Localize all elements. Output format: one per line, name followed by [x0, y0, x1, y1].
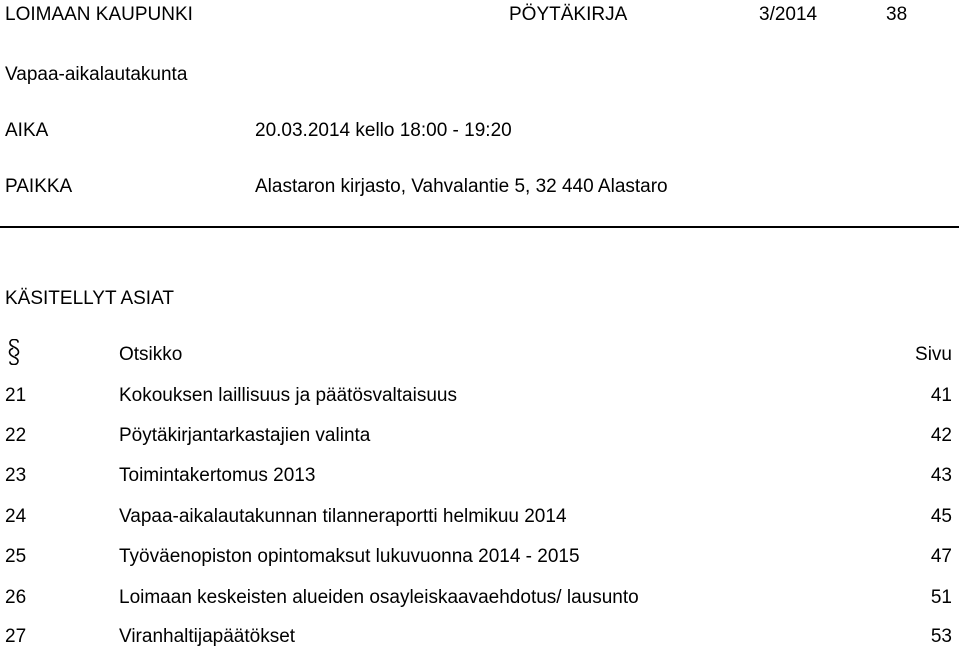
agenda-heading: KÄSITELLYT ASIAT [5, 288, 174, 309]
item-title: Pöytäkirjantarkastajien valinta [119, 425, 371, 446]
item-page: 41 [930, 385, 952, 406]
committee-name: Vapaa-aikalautakunta [5, 64, 188, 85]
agenda-row [0, 587, 959, 609]
place-label: PAIKKA [5, 176, 73, 197]
item-page: 42 [930, 425, 952, 446]
item-number: 25 [5, 546, 27, 567]
item-number: 21 [5, 385, 27, 406]
document-number: 3/2014 [759, 4, 818, 25]
agenda-row [0, 546, 959, 568]
page-number: 38 [886, 4, 908, 25]
agenda-row [0, 465, 959, 487]
agenda-row [0, 385, 959, 407]
item-page: 53 [930, 626, 952, 647]
divider-line [0, 226, 959, 228]
agenda-row [0, 506, 959, 528]
section-sign-icon [8, 339, 20, 365]
column-header-title: Otsikko [119, 344, 183, 365]
place-value: Alastaron kirjasto, Vahvalantie 5, 32 440 Alastaro [255, 176, 668, 197]
item-number: 24 [5, 506, 27, 527]
item-page: 43 [930, 465, 952, 486]
item-title: Vapaa-aikalautakunnan tilanneraportti helmikuu 2014 [119, 506, 567, 527]
agenda-row [0, 626, 959, 648]
item-title: Kokouksen laillisuus ja päätösvaltaisuus [119, 385, 457, 406]
item-page: 47 [930, 546, 952, 567]
item-page: 45 [930, 506, 952, 527]
item-title: Työväenopiston opintomaksut lukuvuonna 2014 - 2015 [119, 546, 580, 567]
item-number: 22 [5, 425, 27, 446]
item-title: Toimintakertomus 2013 [119, 465, 316, 486]
item-number: 27 [5, 626, 27, 647]
agenda-row [0, 425, 959, 447]
item-number: 26 [5, 587, 27, 608]
time-value: 20.03.2014 kello 18:00 - 19:20 [255, 120, 512, 141]
document-type: PÖYTÄKIRJA [509, 4, 628, 25]
item-title: Loimaan keskeisten alueiden osayleiskaavaehdotus/ lausunto [119, 587, 639, 608]
time-label: AIKA [5, 120, 49, 141]
item-page: 51 [930, 587, 952, 608]
item-number: 23 [5, 465, 27, 486]
column-header-page: Sivu [915, 344, 952, 365]
item-title: Viranhaltijapäätökset [119, 626, 296, 647]
municipality-name: LOIMAAN KAUPUNKI [5, 4, 193, 25]
